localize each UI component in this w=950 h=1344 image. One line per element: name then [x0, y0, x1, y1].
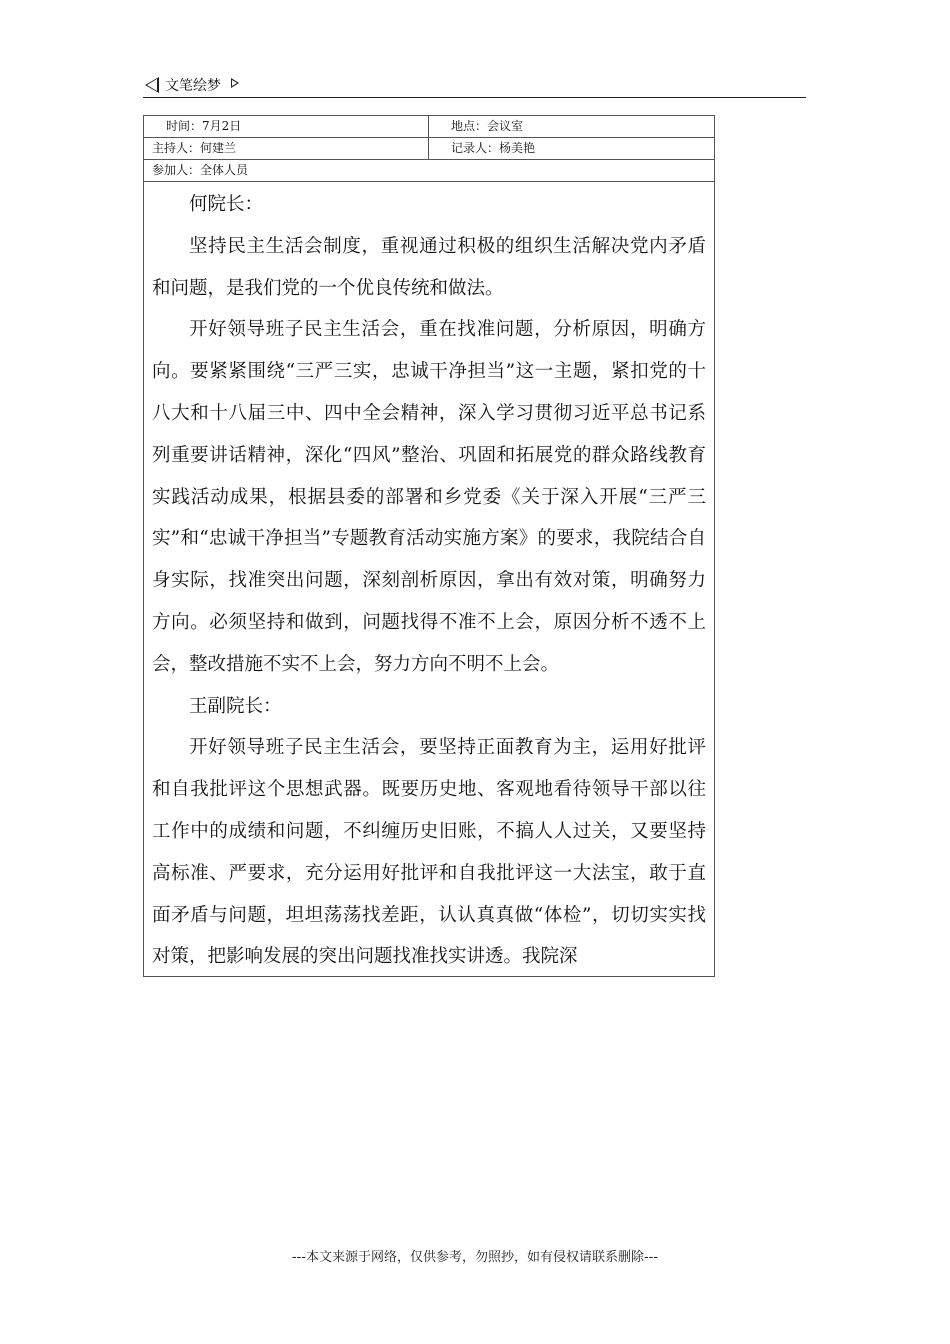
meeting-time: 时间：7月2日 — [144, 116, 429, 137]
speaker-heading: 王副院长： — [189, 695, 282, 717]
meeting-host: 主持人：何建兰 — [144, 138, 429, 159]
meeting-minutes-body — [144, 182, 714, 978]
footer-disclaimer: ---本文来源于网络，仅供参考，勿照抄，如有侵权请联系删除--- — [291, 1250, 659, 1265]
meeting-attendees: 参加人：全体人员 — [152, 163, 249, 177]
meeting-location: 地点：会议室 — [451, 119, 524, 133]
paragraph: 坚持民主生活会制度，重视通过积极的组织生活解决党内矛盾和问题，是我们党的一个优良传统和做法。 — [152, 235, 706, 299]
meeting-recorder: 记录人：杨美艳 — [451, 141, 536, 155]
paragraph: 开好领导班子民主生活会，要坚持正面教育为主，运用好批评和自我批评这个思想武器。既要历史地、客观地看待领导干部以往工作中的成绩和问题，不纠缠历史旧账，不搞人人过关，又要坚持高标准、严要求，充分运用好批评和自我批评这一大法宝，敢于直面矛盾与问题，坦坦荡荡找差距，认认真真做“体检”，切切实实找对策，把影响发展的突出问题找准找实讲透。我院深 — [152, 737, 706, 968]
paragraph: 开好领导班子民主生活会，重在找准问题，分析原因，明确方向。要紧紧围绕“三严三实，忠诚干净担当”这一主题，紧扣党的十八大和十八届三中、四中全会精神，深入学习贯彻习近平总书记系列重要讲话精神，深化“四风”整治、巩固和拓展党的群众路线教育实践活动成果，根据县委的部署和乡党委《关于深入开展“三严三实”和“忠诚干净担当”专题教育活动实施方案》的要求，我院结合自身实际，找准突出问题，深刻剖析原因，拿出有效对策，明确努力方向。必须坚持和做到，问题找得不准不上会，原因分析不透不上会，整改措施不实不上会，努力方向不明不上会。 — [152, 319, 706, 675]
triangle-left-icon — [145, 77, 159, 93]
page-header — [143, 74, 806, 98]
speaker-heading: 何院长： — [189, 194, 264, 215]
info-row-time-location — [144, 116, 714, 138]
header-divider — [143, 97, 806, 98]
triangle-right-icon — [231, 78, 239, 88]
header-title: 文笔绘梦 — [165, 78, 221, 94]
info-row-host-recorder — [144, 138, 714, 160]
meeting-record-table — [143, 115, 715, 977]
info-row-attendees — [144, 160, 714, 182]
